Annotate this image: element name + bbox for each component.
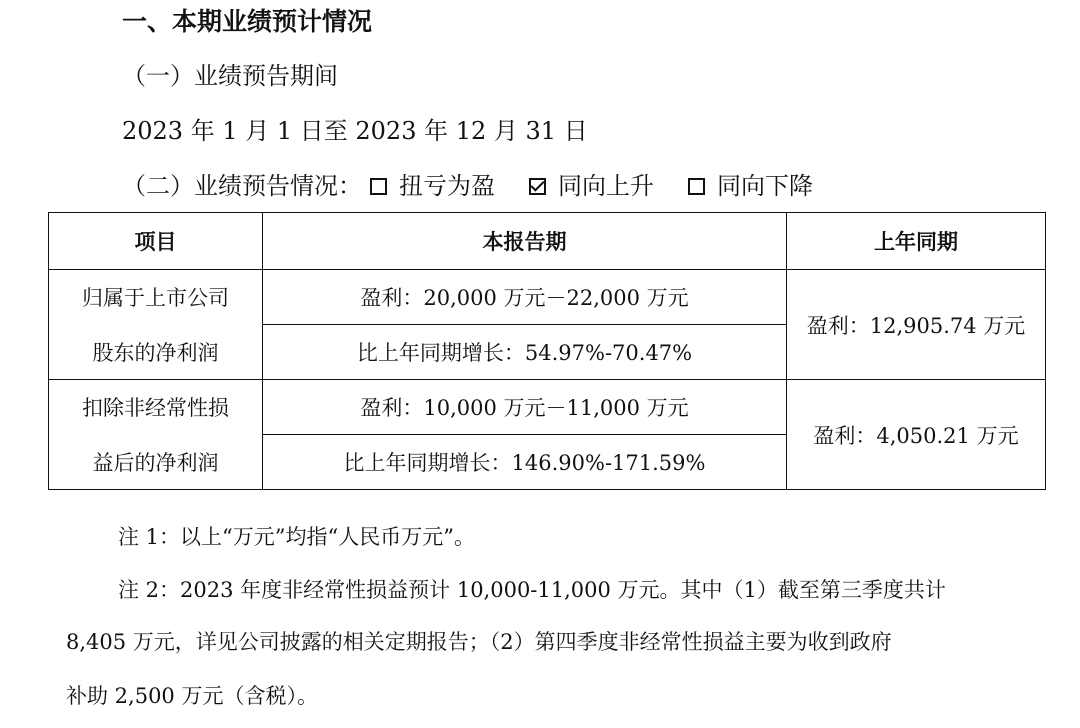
checked-checkbox-icon [529, 178, 546, 195]
row-item-line2: 益后的净利润 [49, 435, 263, 490]
forecast-period-heading: （一）业绩预告期间 [122, 62, 338, 90]
option-label: 扭亏为盈 [399, 172, 495, 200]
note-2-line-2: 8,405 万元，详见公司披露的相关定期报告；（2）第四季度非经常性损益主要为收到政府 [66, 630, 892, 654]
option-turnaround [370, 170, 495, 202]
row-current-growth: 比上年同期增长：54.97%-70.47% [263, 325, 787, 380]
table-header-row [49, 213, 1046, 270]
forecast-situation-heading: （二）业绩预告情况： [122, 172, 362, 200]
checkbox-icon [688, 178, 705, 195]
forecast-situation [122, 170, 847, 202]
note-2-line-3: 补助 2,500 万元（含税）。 [66, 684, 318, 708]
option-decrease [688, 170, 813, 202]
note-2-line-1: 注 2：2023 年度非经常性损益预计 10,000-11,000 万元。其中（1）截至第三季度共计 [118, 578, 946, 602]
row-current-profit: 盈利：20,000 万元－22,000 万元 [263, 270, 787, 325]
option-increase [529, 170, 654, 202]
row-item-line1: 扣除非经常性损 [49, 380, 263, 435]
table-row [49, 270, 1046, 325]
header-item: 项目 [49, 213, 263, 270]
section-title: 一、本期业绩预计情况 [122, 7, 373, 36]
table-row [49, 380, 1046, 435]
forecast-period: 2023 年 1 月 1 日至 2023 年 12 月 31 日 [122, 117, 588, 145]
row-item-line2: 股东的净利润 [49, 325, 263, 380]
row-current-profit: 盈利：10,000 万元－11,000 万元 [263, 380, 787, 435]
forecast-table [48, 212, 1046, 490]
option-label: 同向上升 [558, 172, 654, 200]
row-item-line1: 归属于上市公司 [49, 270, 263, 325]
row-prior-profit: 盈利：12,905.74 万元 [787, 270, 1046, 380]
row-current-growth: 比上年同期增长：146.90%-171.59% [263, 435, 787, 490]
header-prior-period: 上年同期 [787, 213, 1046, 270]
option-label: 同向下降 [717, 172, 813, 200]
row-prior-profit: 盈利：4,050.21 万元 [787, 380, 1046, 490]
note-1: 注 1：以上“万元”均指“人民币万元”。 [118, 525, 475, 549]
header-current-period: 本报告期 [263, 213, 787, 270]
checkbox-icon [370, 178, 387, 195]
